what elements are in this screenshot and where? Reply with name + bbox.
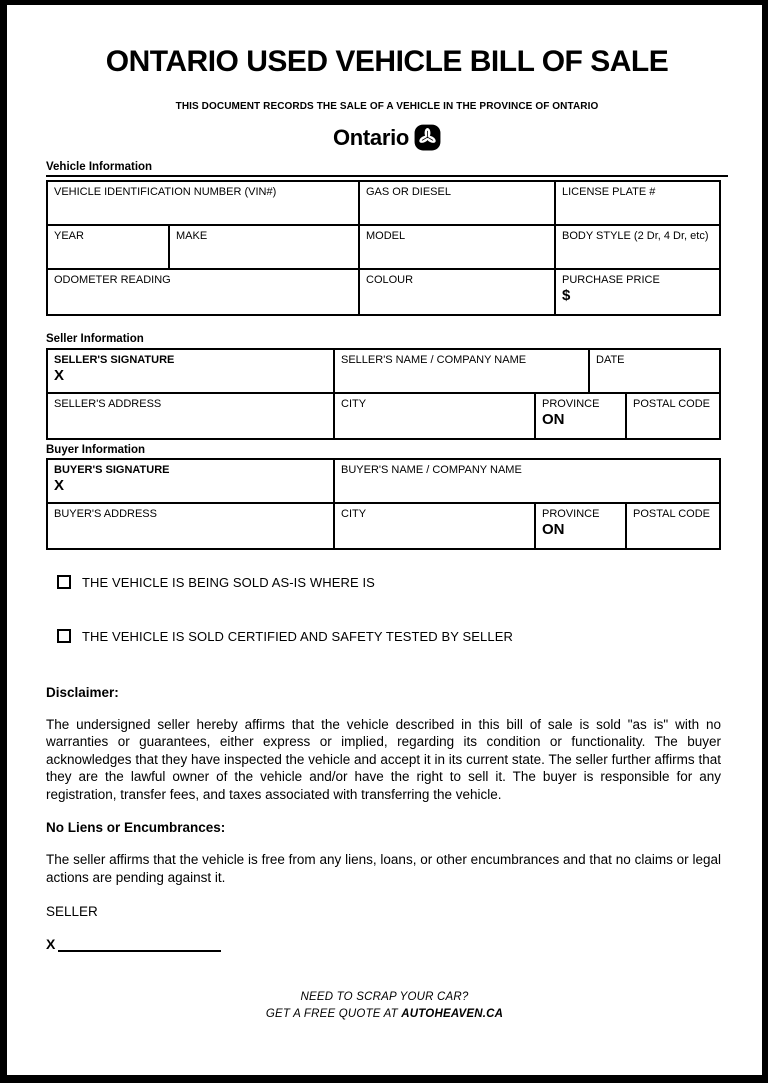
seller-address-label: SELLER'S ADDRESS (54, 397, 162, 410)
colour-field[interactable] (360, 270, 556, 314)
buyer-city-label: CITY (341, 507, 367, 520)
seller-signature-label: SELLER'S SIGNATURE (54, 353, 175, 366)
as-is-checkbox[interactable] (57, 575, 71, 589)
fuel-label: GAS OR DIESEL (366, 185, 451, 198)
model-label: MODEL (366, 229, 406, 242)
vin-field[interactable] (48, 182, 360, 224)
footer-line2-prefix: GET A FREE QUOTE AT (265, 1008, 402, 1020)
footer (7, 989, 762, 1023)
seller-signature-line-x: X (46, 935, 56, 952)
buyer-postal-code-field[interactable] (627, 504, 719, 548)
odometer-field[interactable] (48, 270, 360, 314)
buyer-city-field[interactable] (335, 504, 536, 548)
certified-checkbox-row (46, 629, 728, 644)
purchase-price-label: PURCHASE PRICE (562, 273, 660, 286)
make-field[interactable] (170, 226, 360, 268)
buyer-province-field[interactable] (536, 504, 627, 548)
seller-province-label: PROVINCE (542, 397, 600, 410)
liens-seller-label: SELLER (46, 903, 98, 919)
footer-line1: NEED TO SCRAP YOUR CAR? (300, 991, 469, 1003)
footer-line2 (7, 1006, 762, 1023)
purchase-price-field[interactable] (556, 270, 719, 314)
liens-heading: No Liens or Encumbrances: (46, 820, 226, 836)
signature-rule[interactable] (58, 938, 221, 952)
buyer-section-heading: Buyer Information (46, 443, 146, 456)
model-field[interactable] (360, 226, 556, 268)
buyer-province-value: ON (542, 521, 565, 539)
year-field[interactable] (48, 226, 170, 268)
seller-date-field[interactable] (590, 350, 719, 392)
buyer-name-field[interactable] (335, 460, 719, 502)
vehicle-table (46, 180, 721, 316)
buyer-table (46, 458, 721, 550)
seller-signature-x: X (54, 367, 65, 385)
seller-city-field[interactable] (335, 394, 536, 438)
vehicle-row-2 (48, 226, 719, 270)
license-plate-field[interactable] (556, 182, 719, 224)
buyer-name-label: BUYER'S NAME / COMPANY NAME (341, 463, 522, 476)
seller-name-label: SELLER'S NAME / COMPANY NAME (341, 353, 527, 366)
buyer-signature-field[interactable] (48, 460, 335, 502)
year-label: YEAR (54, 229, 84, 242)
seller-province-value: ON (542, 411, 565, 429)
body-style-label: BODY STYLE (2 Dr, 4 Dr, etc) (562, 229, 709, 242)
vin-label: VEHICLE IDENTIFICATION NUMBER (VIN#) (54, 185, 277, 198)
seller-table (46, 348, 721, 440)
seller-city-label: CITY (341, 397, 367, 410)
seller-address-field[interactable] (48, 394, 335, 438)
liens-body: The seller affirms that the vehicle is free from any liens, loans, or other encumbrances and that no claims or legal actions are pending against it. (46, 852, 721, 886)
seller-row-2 (48, 394, 719, 438)
seller-row-1 (48, 350, 719, 394)
buyer-row-1 (48, 460, 719, 504)
odometer-label: ODOMETER READING (54, 273, 171, 286)
seller-signature-field[interactable] (48, 350, 335, 392)
buyer-row-2 (48, 504, 719, 548)
certified-checkbox[interactable] (57, 629, 71, 643)
seller-province-field[interactable] (536, 394, 627, 438)
page-subtitle: THIS DOCUMENT RECORDS THE SALE OF A VEHICLE IN THE PROVINCE OF ONTARIO (175, 100, 599, 112)
buyer-address-label: BUYER'S ADDRESS (54, 507, 157, 520)
purchase-price-dollar-sign: $ (562, 287, 571, 305)
disclaimer-body: The undersigned seller hereby affirms that the vehicle described in this bill of sale is sold "as is" with no warranties or guarantees, either express or implied, regarding its condition or functionality. The buyer acknowledges that they have inspected the vehicle and accept it in its current state. The seller further affirms that they are the lawful owner of the vehicle and/or have the right to sell it. The buyer is responsible for any registration, transfer fees, and taxes associated with transferring the vehicle. (46, 716, 721, 802)
seller-name-field[interactable] (335, 350, 590, 392)
fuel-field[interactable] (360, 182, 556, 224)
buyer-address-field[interactable] (48, 504, 335, 548)
vehicle-section-heading: Vehicle Information (46, 161, 728, 177)
footer-brand: AUTOHEAVEN.CA (401, 1008, 504, 1020)
ontario-logo (46, 123, 728, 153)
buyer-signature-x: X (54, 477, 65, 495)
vehicle-row-3 (48, 270, 719, 314)
vehicle-row-1 (48, 182, 719, 226)
colour-label: COLOUR (366, 273, 414, 286)
buyer-signature-label: BUYER'S SIGNATURE (54, 463, 170, 476)
seller-postal-code-label: POSTAL CODE (633, 397, 711, 410)
trillium-icon (414, 124, 441, 151)
make-label: MAKE (176, 229, 208, 242)
buyer-postal-code-label: POSTAL CODE (633, 507, 711, 520)
seller-date-label: DATE (596, 353, 625, 366)
license-plate-label: LICENSE PLATE # (562, 185, 656, 198)
certified-checkbox-label: THE VEHICLE IS SOLD CERTIFIED AND SAFETY TESTED BY SELLER (82, 628, 513, 644)
body-style-field[interactable] (556, 226, 719, 268)
seller-section-heading: Seller Information (46, 332, 144, 345)
buyer-province-label: PROVINCE (542, 507, 600, 520)
page-title: ONTARIO USED VEHICLE BILL OF SALE (105, 45, 669, 78)
as-is-checkbox-row (46, 575, 728, 590)
as-is-checkbox-label: THE VEHICLE IS BEING SOLD AS-IS WHERE IS (82, 574, 375, 590)
disclaimer-heading: Disclaimer: (46, 684, 119, 700)
seller-postal-code-field[interactable] (627, 394, 719, 438)
ontario-logo-text: Ontario (332, 124, 410, 150)
seller-signature-line (46, 936, 728, 952)
